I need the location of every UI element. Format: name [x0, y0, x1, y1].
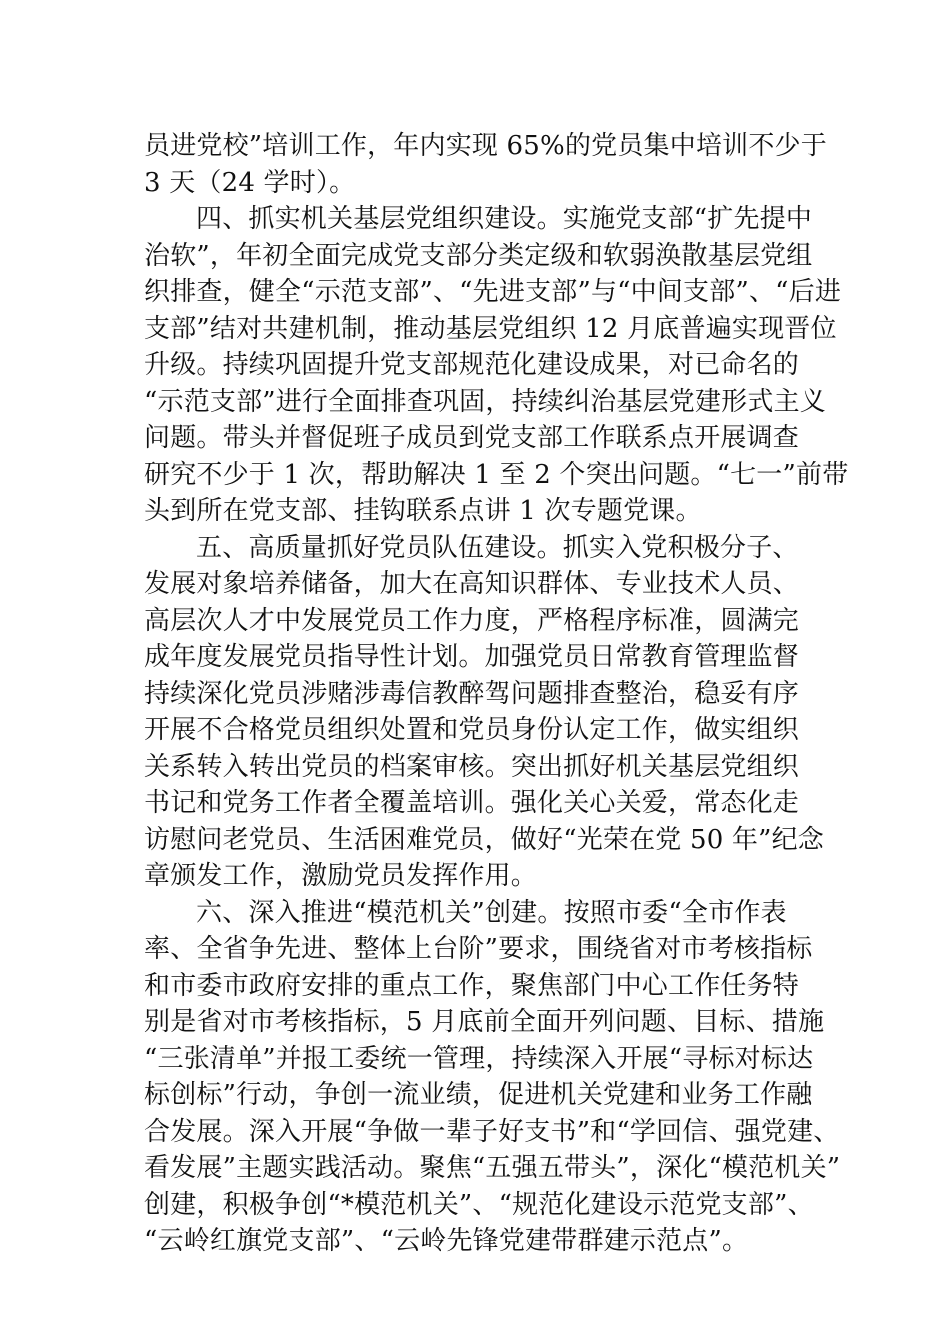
paragraph-line: 治软”，年初全面完成党支部分类定级和软弱涣散基层党组: [144, 240, 813, 271]
paragraph-line: 发展对象培养储备，加大在高知识群体、专业技术人员、: [144, 569, 800, 599]
paragraph-line: “三张清单”并报工委统一管理，持续深入开展“寻标对标达: [144, 1043, 814, 1074]
paragraph-line: 高层次人才中发展党员工作力度，严格程序标准，圆满完: [144, 605, 800, 636]
paragraph-training-continuation: [144, 128, 827, 201]
paragraph-line: 成年度发展党员指导性计划。加强党员日常教育管理监督: [144, 642, 800, 672]
paragraph-line: 章颁发工作，激励党员发挥作用。: [144, 861, 538, 891]
paragraph-line: 五、高质量抓好党员队伍建设。抓实入党积极分子、: [196, 532, 799, 563]
paragraph-line: 六、深入推进“模范机关”创建。按照市委“全市作表: [196, 897, 787, 928]
paragraph-line: 合发展。深入开展“争做一辈子好支书”和“学回信、强党建、: [144, 1116, 840, 1147]
paragraph-line: 3 天（24 学时）。: [144, 167, 356, 198]
paragraph-line: 看发展”主题实践活动。聚焦“五强五带头”，深化“模范机关”: [144, 1153, 841, 1183]
paragraph-line: 别是省对市考核指标，5 月底前全面开列问题、目标、措施: [144, 1007, 825, 1037]
paragraph-line: 支部”结对共建机制，推动基层党组织 12 月底普遍实现晋位: [144, 313, 837, 344]
paragraph-section-six: [144, 895, 841, 1260]
paragraph-line: 研究不少于 1 次，帮助解决 1 至 2 个突出问题。“七一”前带: [144, 459, 849, 490]
paragraph-line: 书记和党务工作者全覆盖培训。强化关心关爱，常态化走: [144, 788, 800, 818]
paragraph-line: 率、全省争先进、整体上台阶”要求，围绕省对市考核指标: [144, 934, 813, 964]
paragraph-line: 织排查，健全“示范支部”、“先进支部”与“中间支部”、“后进: [144, 277, 842, 307]
paragraph-section-five: [144, 530, 824, 895]
paragraph-line: 问题。带头并督促班子成员到党支部工作联系点开展调查: [144, 423, 800, 453]
paragraph-line: 四、抓实机关基层党组织建设。实施党支部“扩先提中: [196, 204, 813, 234]
paragraph-line: 持续深化党员涉赌涉毒信教醉驾问题排查整治，稳妥有序: [144, 678, 800, 709]
document-body: [144, 128, 849, 1260]
paragraph-line: 员进党校”培训工作，年内实现 65%的党员集中培训不少于: [144, 131, 827, 161]
paragraph-line: 头到所在党支部、挂钩联系点讲 1 次专题党课。: [144, 496, 702, 526]
paragraph-line: 和市委市政府安排的重点工作，聚焦部门中心工作任务特: [144, 970, 800, 1001]
paragraph-section-four: [144, 201, 849, 530]
paragraph-line: 关系转入转出党员的档案审核。突出抓好机关基层党组织: [144, 751, 800, 782]
paragraph-line: “云岭红旗党支部”、“云岭先锋党建带群建示范点”。: [144, 1226, 749, 1256]
paragraph-line: 创建，积极争创“*模范机关”、“规范化建设示范党支部”、: [144, 1189, 814, 1220]
paragraph-line: “示范支部”进行全面排查巩固，持续纠治基层党建形式主义: [144, 386, 826, 417]
paragraph-line: 访慰问老党员、生活困难党员，做好“光荣在党 50 年”纪念: [144, 824, 824, 855]
paragraph-line: 开展不合格党员组织处置和党员身份认定工作，做实组织: [144, 715, 800, 745]
paragraph-line: 升级。持续巩固提升党支部规范化建设成果，对已命名的: [144, 350, 800, 380]
paragraph-line: 标创标”行动，争创一流业绩，促进机关党建和业务工作融: [144, 1080, 813, 1110]
